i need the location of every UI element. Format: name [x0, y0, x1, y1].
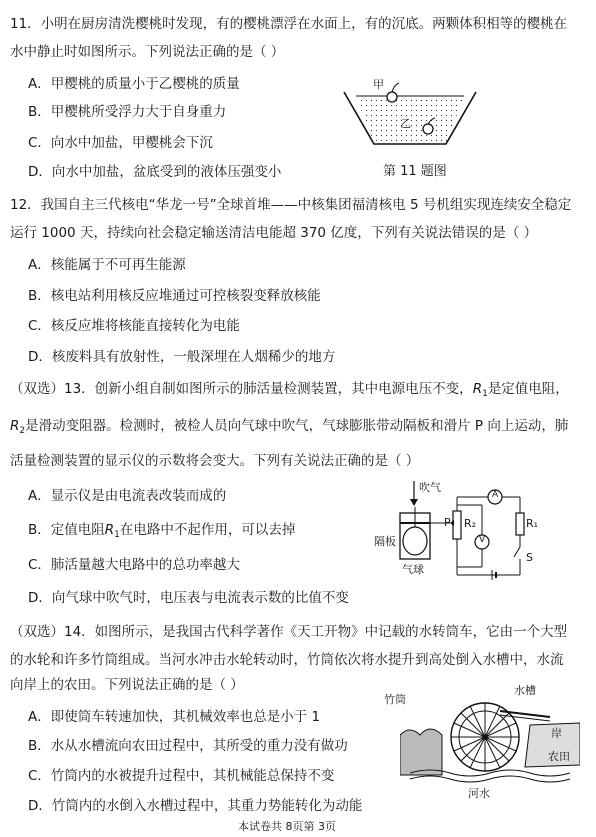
q14-option-c[interactable]: C．竹筒内的水被提升过程中，其机械能总保持不变	[28, 768, 335, 784]
q13-fig-r2-label: R₂	[464, 517, 477, 530]
q11-label-yi: 乙	[400, 117, 411, 130]
q13-stem-line1	[10, 377, 569, 399]
q14-fig-tube-label: 竹筒	[384, 693, 406, 706]
q14-option-b[interactable]: B．水从水槽流向农田过程中，其所受的重力没有做功	[28, 738, 348, 754]
q12-stem-line2: 运行 1000 天，持续向社会稳定输送清洁电能超 370 亿度，下列有关说法错误的是（ ）	[10, 225, 538, 241]
q13-fig-plate-label: 隔板	[374, 535, 396, 548]
q14-option-a[interactable]: A．即使筒车转速加快，其机械效率也总是小于 1	[28, 709, 321, 725]
q14-fig-field-label: 农田	[548, 750, 570, 763]
q11-stem-line2: 水中静止时如图所示。下列说法正确的是（ ）	[10, 44, 285, 60]
q13-option-a[interactable]: A．显示仪是由电流表改装而成的	[28, 488, 227, 504]
q11-figure-caption: 第 11 题图	[383, 164, 447, 179]
q12-stem-line1: 12．我国自主三代核电“华龙一号”全球首堆——中核集团福清核电 5 号机组实现连续安全稳定	[10, 197, 572, 213]
q11-stem-line1: 11．小明在厨房清洗樱桃时发现，有的樱桃漂浮在水面上，有的沉底。两颗体积相等的樱桃在	[10, 16, 568, 32]
q11-option-d[interactable]: D．向水中加盐，盆底受到的液体压强变小	[28, 164, 282, 180]
q13-stem-line1-tail: 是定值电阻，	[487, 381, 569, 397]
q13-r1-symbol: R	[472, 381, 483, 397]
q13-option-b-tail: 在电路中不起作用，可以去掉	[119, 522, 296, 538]
q13-fig-voltmeter-label: V	[479, 535, 486, 545]
q14-fig-trough-label: 水槽	[514, 684, 536, 697]
q13-option-d[interactable]: D．向气球中吹气时，电压表与电流表示数的比值不变	[28, 590, 349, 606]
q13-option-b-text: B．定值电阻	[28, 522, 105, 538]
page-footer: 本试卷共 8页第 3页	[238, 820, 336, 833]
q13-fig-switch-label: S	[526, 551, 533, 564]
q11-option-b[interactable]: B．甲樱桃所受浮力大于自身重力	[28, 104, 227, 120]
q14-stem-line3: 向岸上的农田。下列说法正确的是（ ）	[10, 677, 244, 693]
cherry-yi	[423, 124, 433, 134]
q14-option-d[interactable]: D．竹筒内的水倒入水槽过程中，其重力势能转化为动能	[28, 798, 363, 814]
q11-label-jia: 甲	[373, 78, 384, 91]
q12-option-d[interactable]: D．核废料具有放射性，一般深埋在人烟稀少的地方	[28, 349, 336, 365]
q13-fig-blow-label: 吹气	[419, 481, 441, 494]
q11-basin-figure	[340, 74, 480, 154]
q11-option-a[interactable]: A．甲樱桃的质量小于乙樱桃的质量	[28, 76, 240, 92]
q13-r2-subscript: 2	[19, 426, 26, 436]
q14-stem-line1: （双选）14．如图所示，是我国古代科学著作《天工开物》中记载的水转筒车，它由一个大型	[10, 624, 568, 640]
q11-option-c[interactable]: C．向水中加盐，甲樱桃会下沉	[28, 135, 213, 151]
q13-option-c[interactable]: C．肺活量越大电路中的总功率越大	[28, 557, 240, 573]
q13-option-b-sub: 1	[114, 530, 120, 540]
q13-fig-ammeter-label: A	[492, 490, 499, 500]
cherry-jia	[387, 92, 397, 102]
q13-stem-line2	[10, 414, 568, 436]
q14-fig-river-label: 河水	[468, 787, 490, 800]
q14-stem-line2: 的水轮和许多竹筒组成。当河水冲击水轮转动时，竹筒依次将水提升到高处倒入水槽中，水流	[10, 652, 564, 668]
q13-stem-line1-text: （双选）13．创新小组自制如图所示的肺活量检测装置，其中电源电压不变，	[10, 381, 473, 397]
q12-option-c[interactable]: C．核反应堆将核能直接转化为电能	[28, 318, 240, 334]
q13-fig-balloon-label: 气球	[402, 563, 424, 576]
q13-fig-r1-label: R₁	[526, 517, 539, 530]
q14-fig-bank-label: 岸	[551, 727, 562, 740]
q13-stem-line2-text: 是滑动变阻器。检测时，被检人员向气球中吹气，气球膨胀带动隔板和滑片 P 向上运动，肺	[25, 418, 569, 434]
q12-option-b[interactable]: B．核电站利用核反应堆通过可控核裂变释放核能	[28, 288, 321, 304]
q13-r1-subscript: 1	[482, 389, 488, 399]
q13-option-b-r1: R	[104, 522, 115, 538]
q13-option-b[interactable]	[28, 518, 295, 540]
q13-r2-symbol: R	[10, 418, 20, 434]
q13-stem-line3: 活量检测装置的显示仪的示数将会变大。下列有关说法正确的是（ ）	[10, 453, 420, 469]
q12-option-a[interactable]: A．核能属于不可再生能源	[28, 257, 186, 273]
q13-fig-slider-p: P	[444, 516, 451, 529]
